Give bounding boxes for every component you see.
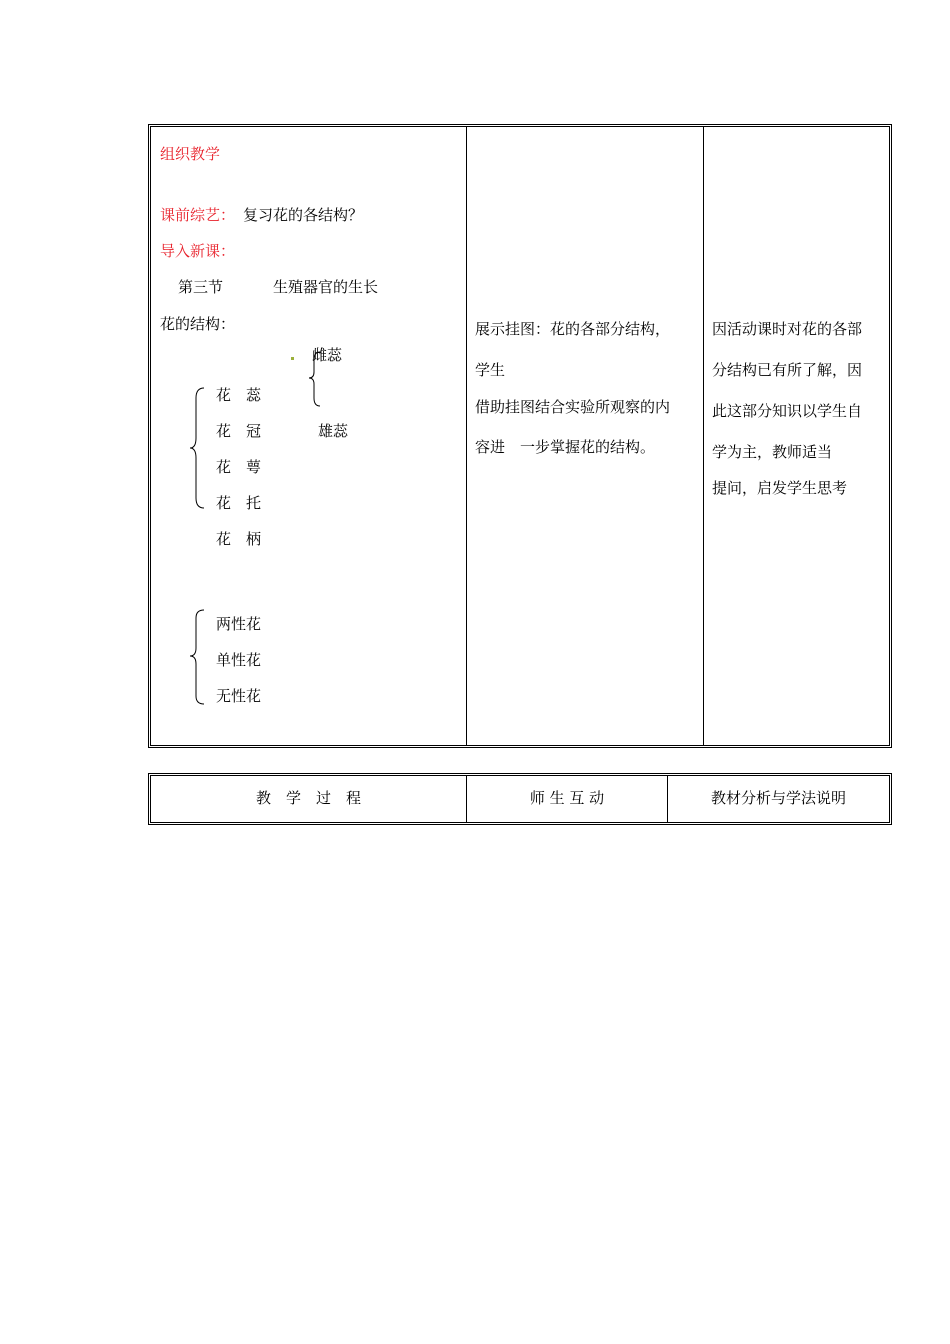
analysis-text: 因活动课时对花的各部	[712, 320, 863, 338]
column-divider	[703, 127, 704, 745]
interaction-text: 借助挂图结合实验所观察的内	[475, 398, 671, 416]
interaction-text: 学生	[475, 361, 506, 379]
marker-dot	[291, 357, 294, 360]
flower-parts-brace-icon	[188, 386, 208, 510]
stamen-brace-icon	[306, 350, 326, 410]
analysis-text: 此这部分知识以学生自	[712, 402, 863, 420]
flower-part: 花 托	[216, 494, 262, 512]
section-title: 生殖器官的生长	[273, 278, 379, 296]
interaction-text: 展示挂图：花的各部分结构，	[475, 320, 671, 338]
flower-type: 两性花	[216, 615, 262, 633]
flower-part: 花 萼	[216, 458, 262, 476]
interaction-text: 容进 一步掌握花的结构。	[475, 438, 656, 456]
pistil-label: 雌蕊	[312, 346, 343, 364]
intro-label: 导入新课：	[160, 242, 236, 260]
analysis-text: 学为主，教师适当	[712, 443, 833, 461]
review-text: 复习花的各结构？	[243, 206, 364, 224]
flower-type: 无性花	[216, 687, 262, 705]
stamen-label: 雄蕊	[318, 422, 349, 440]
header-teaching-process: 教 学 过 程	[255, 789, 361, 807]
review-label: 课前综艺：	[160, 206, 236, 224]
structure-label: 花的结构：	[160, 315, 236, 333]
organize-label: 组织教学	[160, 145, 221, 163]
analysis-text: 提问，启发学生思考	[712, 479, 848, 497]
column-divider	[466, 127, 467, 745]
flower-part: 花 柄	[216, 530, 262, 548]
flower-type-brace-icon	[188, 608, 208, 708]
header-table	[148, 773, 892, 825]
flower-type: 单性花	[216, 651, 262, 669]
header-analysis: 教材分析与学法说明	[710, 789, 846, 807]
flower-part: 花 蕊	[216, 386, 262, 404]
section-number: 第三节	[178, 278, 224, 296]
analysis-text: 分结构已有所了解，因	[712, 361, 863, 379]
flower-part: 花 冠	[216, 422, 262, 440]
header-interaction: 师 生 互 动	[529, 789, 605, 807]
